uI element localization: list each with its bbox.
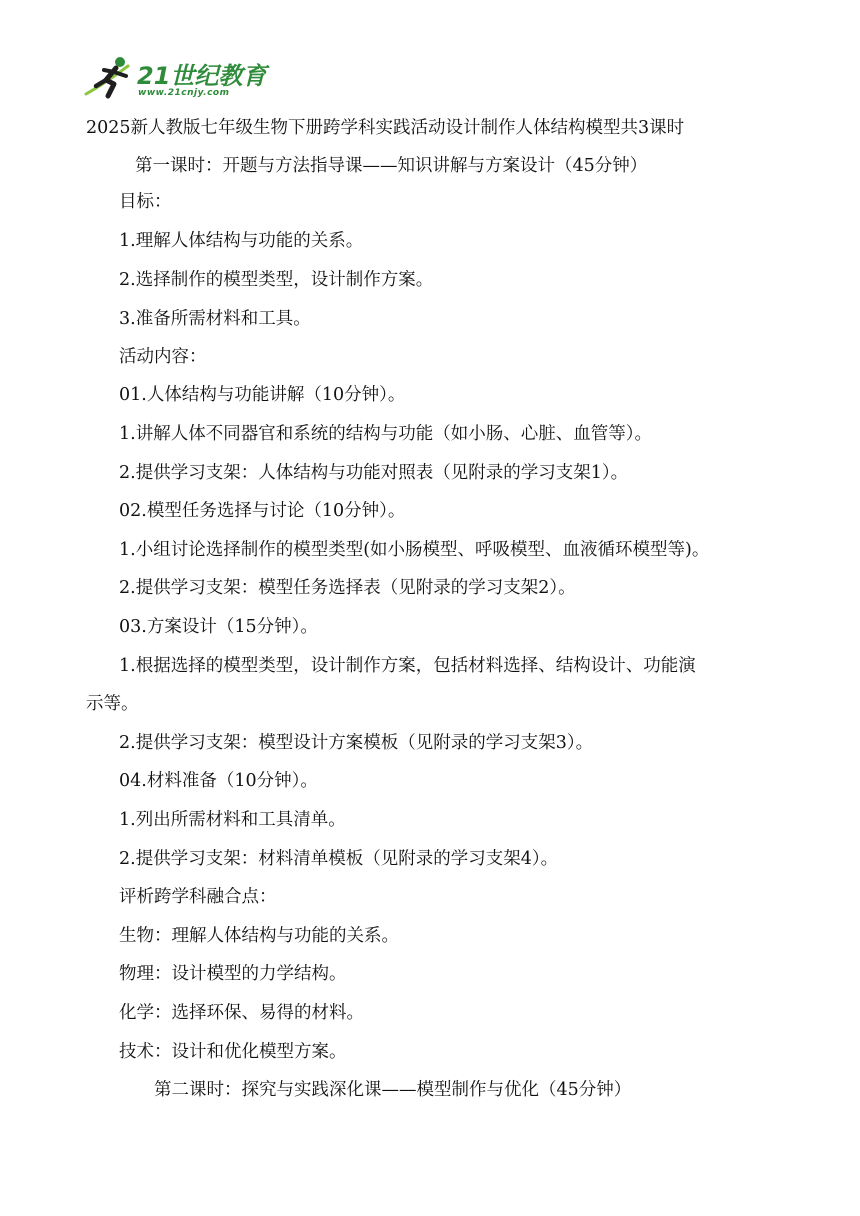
fusion-item: 生物：理解人体结构与功能的关系。 (119, 926, 399, 946)
fusion-item: 化学：选择环保、易得的材料。 (119, 1003, 364, 1023)
activity-item: 2.提供学习支架：模型任务选择表（见附录的学习支架2）。 (119, 578, 576, 598)
activity-2-title: 02.模型任务选择与讨论（10分钟）。 (119, 501, 406, 521)
activity-item: 2.提供学习支架：材料清单模板（见附录的学习支架4）。 (119, 849, 559, 869)
activities-label: 活动内容： (119, 347, 207, 367)
document-title: 2025新人教版七年级生物下册跨学科实践活动设计制作人体结构模型共3课时 (86, 118, 685, 138)
goals-label: 目标： (119, 192, 172, 212)
activity-item: 2.提供学习支架：模型设计方案模板（见附录的学习支架3）。 (119, 733, 594, 753)
lesson-2-heading: 第二课时：探究与实践深化课——模型制作与优化（45分钟） (154, 1080, 632, 1100)
activity-item-continuation: 示等。 (86, 694, 139, 714)
activity-item: 2.提供学习支架：人体结构与功能对照表（见附录的学习支架1）。 (119, 463, 629, 483)
logo-main-text: 21世纪教育 (137, 62, 267, 90)
activity-item: 1.根据选择的模型类型，设计制作方案，包括材料选择、结构设计、功能演 (119, 656, 696, 676)
activity-item: 1.小组讨论选择制作的模型类型(如小肠模型、呼吸模型、血液循环模型等)。 (119, 540, 710, 560)
logo (84, 54, 267, 104)
activity-3-title: 03.方案设计（15分钟）。 (119, 617, 318, 637)
goal-item: 3.准备所需材料和工具。 (119, 309, 311, 329)
fusion-item: 物理：设计模型的力学结构。 (119, 964, 347, 984)
logo-url-text: www.21cnjy.com (138, 88, 230, 98)
fusion-label: 评析跨学科融合点： (119, 887, 277, 907)
activity-item: 1.列出所需材料和工具清单。 (119, 810, 346, 830)
activity-1-title: 01.人体结构与功能讲解（10分钟）。 (119, 385, 406, 405)
activity-4-title: 04.材料准备（10分钟）。 (119, 771, 318, 791)
activity-item: 1.讲解人体不同器官和系统的结构与功能（如小肠、心脏、血管等）。 (119, 424, 652, 444)
fusion-item: 技术：设计和优化模型方案。 (119, 1042, 347, 1062)
goal-item: 2.选择制作的模型类型，设计制作方案。 (119, 270, 434, 290)
running-figure-icon (84, 54, 138, 102)
goal-item: 1.理解人体结构与功能的关系。 (119, 231, 364, 251)
lesson-1-heading: 第一课时：开题与方法指导课——知识讲解与方案设计（45分钟） (135, 156, 648, 176)
